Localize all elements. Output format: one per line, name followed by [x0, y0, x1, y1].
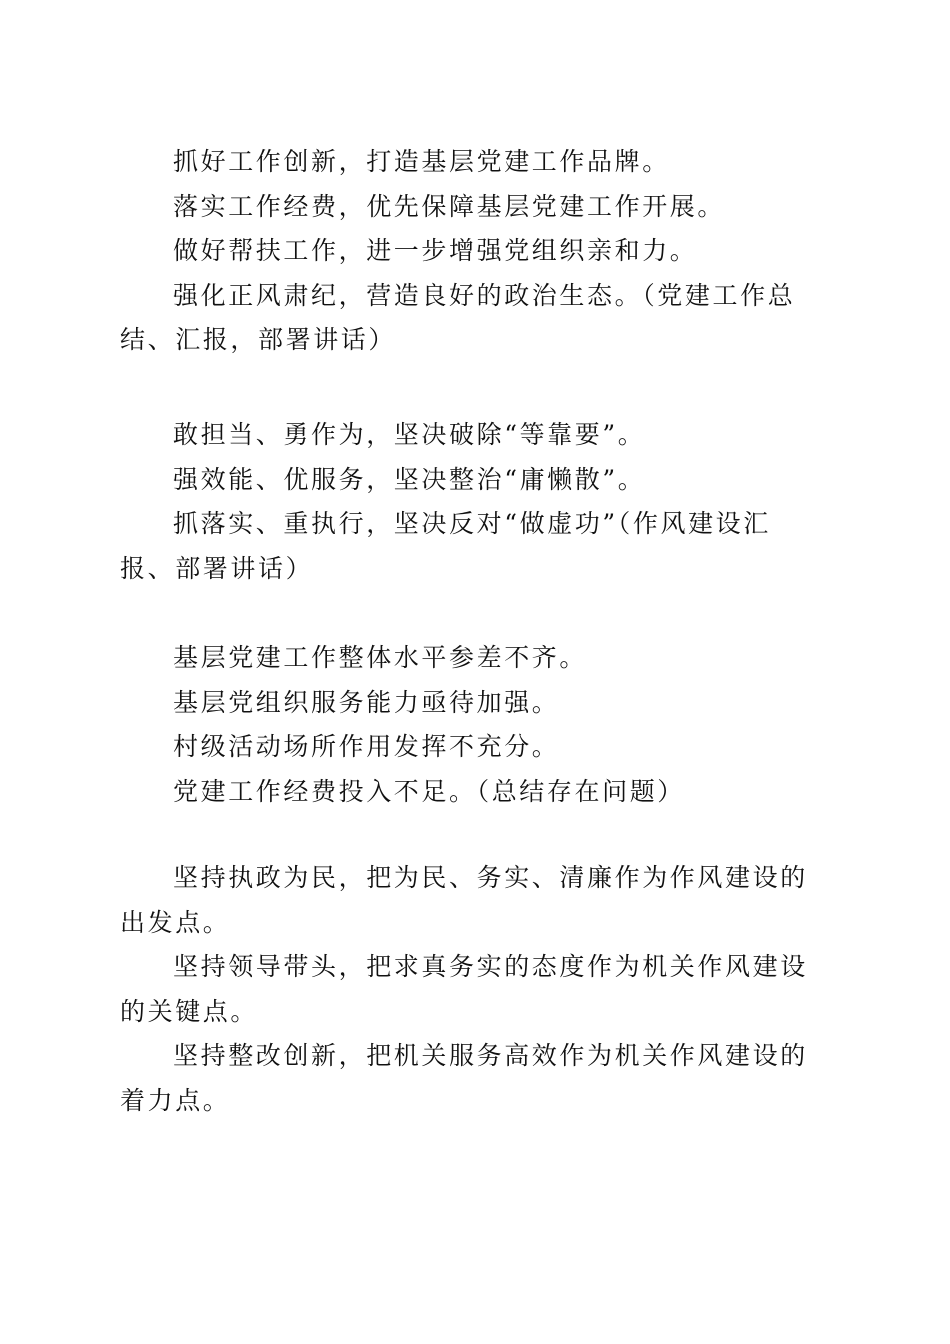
paragraph: 坚持领导带头，把求真务实的态度作为机关作风建设的关键点。	[120, 952, 808, 1026]
paragraph: 坚持执政为民，把为民、务实、清廉作为作风建设的出发点。	[120, 863, 808, 937]
paragraph: 基层党组织服务能力亟待加强。	[173, 687, 560, 717]
section-work-style	[120, 413, 825, 591]
paragraph: 村级活动场所作用发挥不充分。	[173, 732, 560, 761]
paragraph: 强效能、优服务，坚决整治“庸懒散”。	[173, 464, 646, 494]
paragraph: 抓好工作创新，打造基层党建工作品牌。	[173, 147, 670, 176]
paragraph: 敢担当、勇作为，坚决破除“等靠要”。	[173, 420, 646, 449]
paragraph: 强化正风肃纪，营造良好的政治生态。（党建工作总结、汇报，部署讲话）	[120, 280, 796, 354]
paragraph: 坚持整改创新，把机关服务高效作为机关作风建设的着力点。	[120, 1041, 808, 1115]
paragraph: 基层党建工作整体水平参差不齐。	[173, 643, 588, 672]
paragraph: 抓落实、重执行，坚决反对“做虚功”（作风建设汇报、部署讲话）	[120, 509, 771, 583]
paragraph: 落实工作经费，优先保障基层党建工作开展。	[173, 191, 726, 221]
section-adherence-principles	[120, 856, 825, 1123]
section-party-building-work	[120, 140, 825, 363]
paragraph: 党建工作经费投入不足。（总结存在问题）	[173, 776, 685, 806]
section-existing-problems	[120, 636, 825, 814]
paragraph: 做好帮扶工作，进一步增强党组织亲和力。	[173, 236, 698, 265]
